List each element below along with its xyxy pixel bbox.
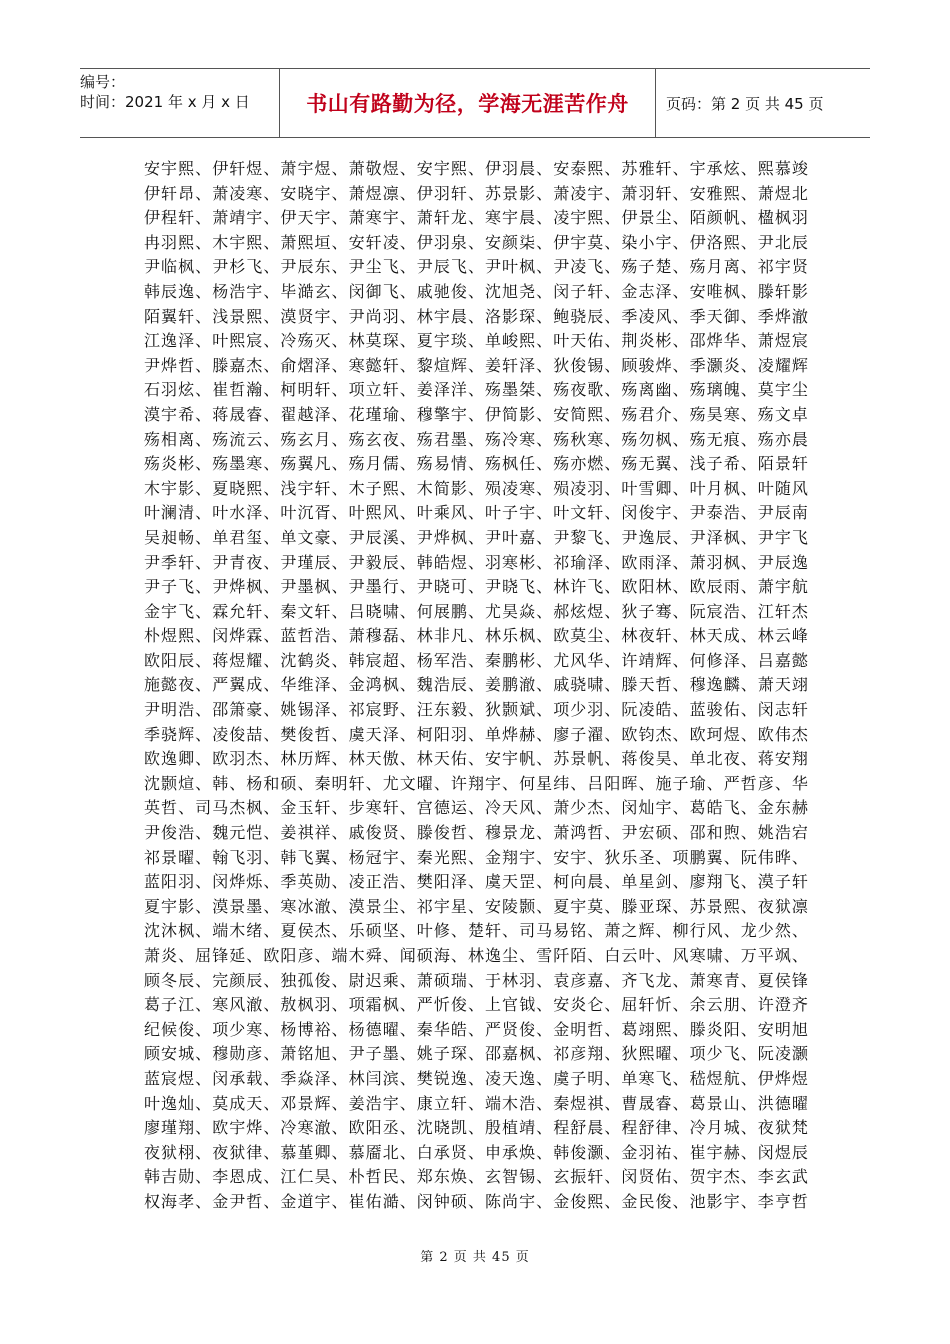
- name-list-body: [144, 157, 824, 1215]
- text-line: 萧炎、屈锋延、欧阳彦、端木舜、闻硕海、林逸尘、雪阡陌、白云叶、风寒啸、万平飒、: [144, 946, 809, 965]
- page-footer: [0, 1246, 950, 1265]
- footer-page-number: 第 2 页 共 45 页: [420, 1250, 530, 1265]
- text-line: 沈颢煊、韩、杨和硕、秦明轩、尤文曜、许翔宇、何星纬、吕阳晖、施子瑜、严哲彦、华: [144, 773, 809, 793]
- text-line: 金宇飞、霖允轩、秦文轩、吕晓啸、何展鹏、尤昊焱、郝炫煜、狄子骞、阮宸浩、江轩杰: [144, 601, 809, 621]
- text-line: 韩辰逸、杨浩宇、毕澔玄、闵御飞、戚驰俊、沈旭尧、闵子轩、金志泽、安唯枫、滕轩影: [144, 281, 809, 301]
- text-line: 安宇熙、伊轩煜、萧宇煜、萧敬煜、安宇熙、伊羽晨、安泰熙、苏雅轩、宇承炫、熙慕竣: [144, 159, 809, 178]
- text-line: 欧阳辰、蒋煜耀、沈鹤炎、韩宸超、杨军浩、秦鹏彬、尤风华、许靖辉、何修泽、吕嘉懿: [144, 650, 809, 670]
- text-line: 纪候俊、项少寒、杨博裕、杨德曜、秦华皓、严贤俊、金明哲、葛翊熙、滕炎阳、安明旭: [144, 1019, 809, 1039]
- text-line: 季骁辉、凌俊喆、樊俊哲、虞天泽、柯阳羽、单烨赫、廖子濯、欧钧杰、欧珂煜、欧伟杰: [144, 724, 809, 744]
- text-line: 尹明浩、邵箫豪、姚锡泽、祁宸野、汪东毅、狄颢斌、项少羽、阮凌皓、蓝骏佑、闵志轩: [144, 700, 809, 720]
- text-line: 韩吉勋、李恩成、江仁昊、朴哲民、郑东焕、玄智锡、玄振轩、闵贤佑、贺宇杰、李玄武: [144, 1167, 809, 1187]
- text-line: 尹季轩、尹青夜、尹瑾辰、尹毅辰、韩皓煜、羽寒彬、祁瑜泽、欧雨泽、萧羽枫、尹辰逸: [144, 552, 809, 572]
- text-line: 尹子飞、尹烨枫、尹墨枫、尹墨行、尹晓可、尹晓飞、林许飞、欧阳林、欧辰雨、萧宇航: [144, 577, 809, 597]
- text-line: 夏宇影、漠景墨、寒冰澈、漠景尘、祁宇星、安陵颢、夏宇莫、滕亚琛、苏景熙、夜狱凛: [144, 896, 809, 916]
- header-page-cell: [656, 69, 870, 137]
- text-line: 廖瑾翔、欧宇烨、冷寒澈、欧阳丞、沈晓凯、殷植靖、程舒晨、程舒律、冷月城、夜狱梵: [144, 1118, 809, 1138]
- text-line: 顾安城、穆勋彦、萧铭旭、尹子墨、姚子琛、邵嘉枫、祁彦翔、狄熙曜、项少飞、阮凌灏: [144, 1044, 809, 1064]
- text-line: 吴昶畅、单君玺、单文豪、尹辰溪、尹烨枫、尹叶嘉、尹黎飞、尹逸辰、尹泽枫、尹宇飞: [144, 527, 809, 547]
- text-line: 殇相离、殇流云、殇玄月、殇玄夜、殇君墨、殇冷寒、殇秋寒、殇勿枫、殇无痕、殇亦晨: [144, 429, 809, 449]
- header-motto-cell: [280, 69, 656, 137]
- text-line: 顾冬辰、完颜辰、独孤俊、尉迟乘、萧硕瑞、于林羽、袁彦嘉、齐飞龙、萧寒青、夏侯锋: [144, 970, 809, 990]
- text-line: 夜狱栩、夜狱律、慕堇卿、慕靥北、白承贤、申承焕、韩俊灏、金羽祐、崔宇赫、闵煜辰: [144, 1142, 809, 1162]
- text-line: 英哲、司马杰枫、金玉轩、步寒轩、宫德运、冷天风、萧少杰、闵灿宇、葛皓飞、金东赫: [144, 798, 809, 818]
- text-line: 木宇影、夏晓熙、浅宇轩、木子熙、木简影、殒凌寒、殒凌羽、叶雪卿、叶月枫、叶随风: [144, 478, 809, 498]
- text-line: 叶逸灿、莫成天、邓景辉、姜浩宇、康立轩、端木浩、秦煜祺、曹晟睿、葛景山、洪德曜: [144, 1093, 809, 1113]
- header-page-info: 页码：第 2 页 共 45 页: [666, 94, 824, 113]
- text-line: 伊轩昂、萧凌寒、安晓宇、萧煜凛、伊羽轩、苏景影、萧凌宇、萧羽轩、安雅熙、萧煜北: [144, 183, 809, 203]
- text-line: 权海孝、金尹哲、金道宇、崔佑澔、闵钟硕、陈尚宇、金俊熙、金民俊、池影宇、李亨哲: [144, 1191, 809, 1211]
- text-line: 陌翼轩、浅景熙、漠贤宇、尹尚羽、林宇晨、洛影琛、鲍骁辰、季凌风、季天御、季烨澈: [144, 306, 809, 326]
- text-line: 祁景曜、翰飞羽、韩飞翼、杨冠宇、秦光熙、金翔宇、安宇、狄乐圣、项鹏翼、阮伟晔、: [144, 847, 809, 867]
- text-line: 漠宇希、蒋晟睿、翟越泽、花瑾瑜、穆擎宇、伊简影、安简熙、殇君介、殇昊寒、殇文卓: [144, 404, 809, 424]
- text-line: 叶澜清、叶水泽、叶沉胥、叶熙风、叶乘风、叶子宇、叶文轩、闵俊宇、尹泰浩、尹辰南: [144, 503, 809, 523]
- text-line: 蓝宸煜、闵承载、季焱泽、林闫滨、樊锐逸、凌天逸、虞子明、单寒飞、嵇煜航、伊烨煜: [144, 1068, 809, 1088]
- document-date: 时间：2021 年 x 月 x 日: [80, 93, 250, 111]
- text-line: 冉羽熙、木宇熙、萧熙垣、安轩凌、伊羽泉、安颜柒、伊宇莫、染小宇、伊洛熙、尹北辰: [144, 232, 809, 252]
- text-line: 蓝阳羽、闵烨烁、季英勋、凌正浩、樊阳泽、虞天罡、柯向晨、单星剑、廖翔飞、漠子轩: [144, 872, 809, 892]
- text-line: 葛子江、寒风澈、敖枫羽、项霜枫、严忻俊、上官钺、安炎仑、屈轩忻、余云朋、许澄齐: [144, 995, 809, 1015]
- text-line: 沈沐枫、端木绪、夏侯杰、乐硕坚、叶修、楚轩、司马易铭、萧之辉、柳行风、龙少然、: [144, 921, 809, 941]
- text-line: 尹烨哲、滕嘉杰、俞熠泽、寒懿轩、黎煊辉、姜轩泽、狄俊锡、顾骏烨、季灏炎、凌耀辉: [144, 355, 809, 375]
- text-line: 殇炎彬、殇墨寒、殇翼凡、殇月儒、殇易情、殇枫任、殇亦燃、殇无翼、浅子希、陌景轩: [144, 454, 809, 474]
- text-line: 欧逸卿、欧羽杰、林历辉、林天傲、林天佑、安宇帆、苏景帆、蒋俊昊、单北夜、蒋安翔: [144, 749, 809, 769]
- text-line: 石羽炫、崔哲瀚、柯明轩、项立轩、姜泽洋、殇墨桀、殇夜歌、殇离幽、殇璃魄、莫宇尘: [144, 380, 809, 400]
- page-header: [80, 68, 870, 138]
- header-meta-cell: [80, 69, 280, 137]
- text-line: 江逸泽、叶熙宸、冷殇灭、林莫琛、夏宇琰、单峻熙、叶天佑、荆炎彬、邵烨华、萧煜宸: [144, 331, 809, 351]
- document-number-label: 编号：: [80, 73, 126, 91]
- header-motto: 书山有路勤为径，学海无涯苦作舟: [306, 92, 629, 116]
- text-line: 朴煜熙、闵烨霖、蓝哲浩、萧穆磊、林非凡、林乐枫、欧莫尘、林夜轩、林天成、林云峰: [144, 626, 809, 646]
- text-line: 伊程轩、萧靖宇、伊天宇、萧寒宇、萧轩龙、寒宇晨、凌宇熙、伊景尘、陌颜帆、楹枫羽: [144, 208, 809, 228]
- text-line: 尹俊浩、魏元恺、姜祺祥、戚俊贤、滕俊哲、穆景龙、萧鸿哲、尹宏硕、邵和煦、姚浩宕: [144, 823, 809, 843]
- text-line: 施懿夜、严翼成、华维泽、金鸿枫、魏浩辰、姜鹏澈、戚骁啸、滕天哲、穆逸麟、萧天翊: [144, 675, 809, 695]
- text-line: 尹临枫、尹杉飞、尹辰东、尹尘飞、尹辰飞、尹叶枫、尹凌飞、殇子楚、殇月离、祁宇贤: [144, 257, 809, 277]
